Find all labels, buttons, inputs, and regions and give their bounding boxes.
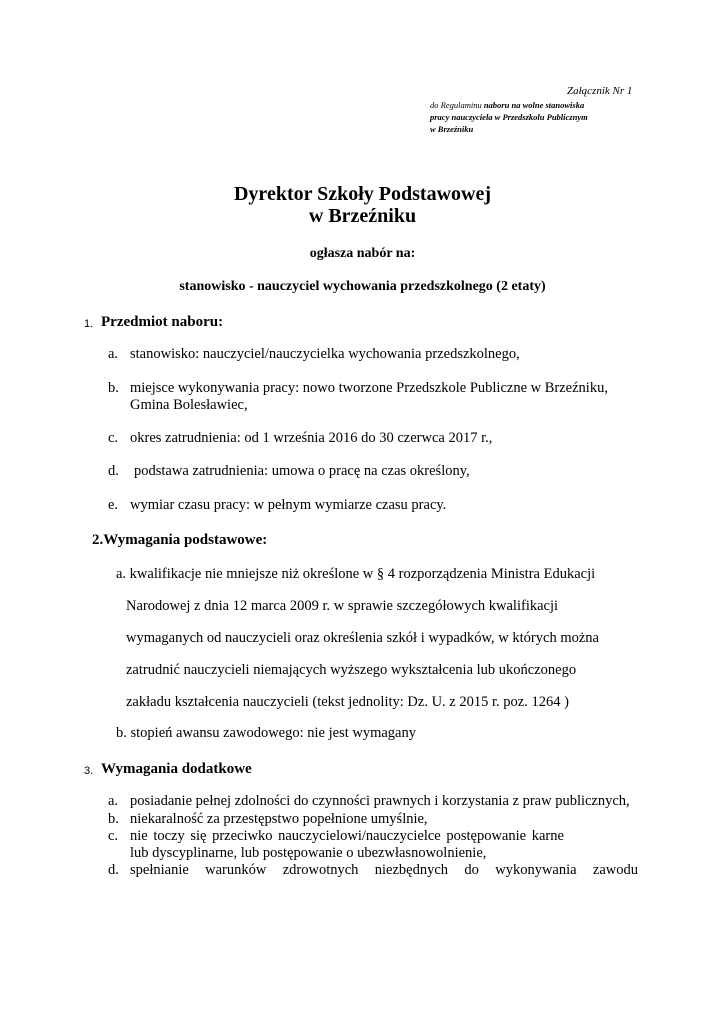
section-1-number: 1. [84, 318, 94, 330]
s2-item-a-line-1: a. kwalifikacje nie mniejsze niż określone w § 4 rozporządzenia Ministra Edukacji [116, 566, 596, 582]
annex-line-1 [430, 100, 584, 110]
s1-item-b-text-2: Gmina Bolesławiec, [130, 397, 248, 413]
s3-item-d-word: spełnianie [130, 862, 189, 878]
position-text: stanowisko - nauczyciel wychowania przedszkolnego (2 etaty) [179, 279, 546, 294]
s2-item-a-line-3: wymaganych od nauczycieli oraz określenia szkół i wypadków, w których można [126, 630, 599, 646]
s3-item-b-text: niekaralność za przestępstwo popełnione umyślnie, [130, 811, 428, 827]
s3-item-c-text: nie toczy się przeciwko nauczycielowi/nauczycielce postępowanie karne [130, 828, 564, 844]
s3-item-d-label: d. [108, 862, 119, 878]
annex-line-1-bold: naboru na wolne stanowiska [483, 100, 585, 110]
annex-line-2: pracy nauczyciela w Przedszkolu Publicznym [430, 112, 588, 122]
s1-item-b-text: miejsce wykonywania pracy: nowo tworzone Przedszkole Publiczne w Brzeźniku, [130, 380, 608, 396]
s3-item-d-word: zdrowotnych [282, 862, 359, 878]
s1-item-d-text: podstawa zatrudnienia: umowa o pracę na czas określony, [134, 463, 470, 479]
s3-item-c-label: c. [108, 828, 119, 844]
s1-item-b-label: b. [108, 380, 119, 396]
s1-item-e-label: e. [108, 497, 119, 513]
s3-item-d-word: warunków [205, 862, 267, 878]
s3-item-d-word: wykonywania [495, 862, 577, 878]
s3-item-d-word: zawodu [592, 862, 638, 878]
section-1-title: Przedmiot naboru: [101, 314, 224, 330]
s3-item-d-word: do [464, 862, 479, 878]
s3-item-b-label: b. [108, 811, 119, 827]
section-3-number: 3. [84, 765, 94, 777]
s3-item-a-label: a. [108, 793, 119, 809]
section-3-title: Wymagania dodatkowe [101, 761, 252, 777]
s2-item-a-line-5: zakładu kształcenia nauczycieli (tekst jednolity: Dz. U. z 2015 r. poz. 1264 ) [126, 694, 569, 710]
s1-item-d-label: d. [108, 463, 119, 479]
s1-item-a-text: stanowisko: nauczyciel/nauczycielka wychowania przedszkolnego, [130, 346, 520, 362]
s3-item-a-text: posiadanie pełnej zdolności do czynności prawnych i korzystania z praw publicznych, [130, 793, 630, 809]
s1-item-c-text: okres zatrudnienia: od 1 września 2016 do 30 czerwca 2017 r., [130, 430, 493, 446]
s3-item-c-text-2: lub dyscyplinarne, lub postępowanie o ubezwłasnowolnienie, [130, 845, 487, 861]
page-title-line-1: Dyrektor Szkoły Podstawowej [233, 183, 492, 205]
s2-item-a-line-2: Narodowej z dnia 12 marca 2009 r. w sprawie szczegółowych kwalifikacji [126, 598, 559, 614]
page-title-line-2: w Brzeźniku [308, 205, 417, 227]
s2-item-a-line-4: zatrudnić nauczycieli niemających wyższego wykształcenia lub ukończonego [126, 662, 577, 678]
s1-item-c-label: c. [108, 430, 119, 446]
annex-line-3: w Brzeźniku [430, 124, 474, 134]
s1-item-e-text: wymiar czasu pracy: w pełnym wymiarze czasu pracy. [130, 497, 447, 513]
s3-item-d-text [130, 862, 638, 879]
announce-text: ogłasza nabór na: [309, 246, 416, 261]
s3-item-d-word: niezbędnych [374, 862, 449, 878]
annex-line-1-prefix: do Regulaminu [430, 100, 484, 110]
annex-title: Załącznik Nr 1 [567, 85, 633, 97]
s1-item-a-label: a. [108, 346, 119, 362]
section-2-title: 2.Wymagania podstawowe: [92, 532, 268, 548]
s2-item-b: b. stopień awansu zawodowego: nie jest wymagany [116, 725, 416, 741]
